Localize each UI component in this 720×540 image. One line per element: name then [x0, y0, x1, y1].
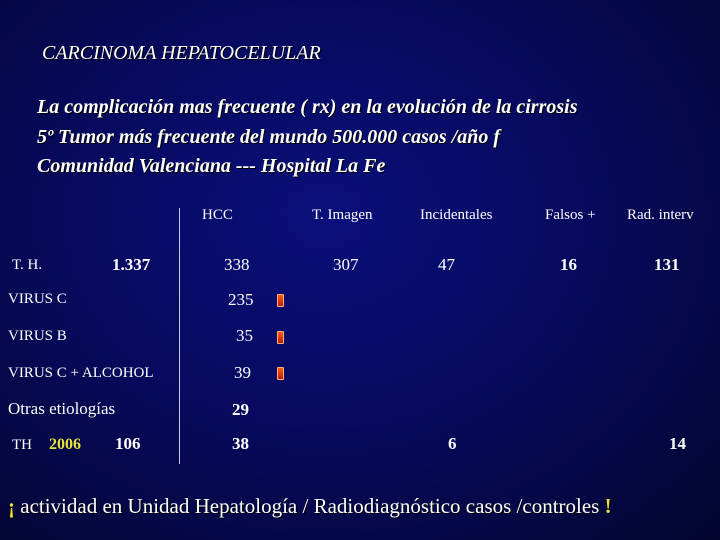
th-2006-hcc: 38	[232, 434, 249, 453]
slide-title: CARCINOMA HEPATOCELULAR	[42, 42, 321, 64]
th-incidentales: 47	[438, 255, 455, 274]
close-exclamation: !	[604, 494, 612, 518]
footer-text: actividad en Unidad Hepatología / Radiodiagnóstico casos /controles	[15, 494, 605, 518]
row-label-th: T. H.	[12, 257, 43, 273]
th-imagen: 307	[333, 255, 359, 274]
virus-b-hcc: 35	[236, 326, 253, 345]
th-falsos: 16	[560, 255, 577, 274]
virus-c-alcohol-hcc: 39	[234, 363, 251, 382]
th-rad: 131	[654, 255, 680, 274]
th-2006-year: 2006	[49, 436, 81, 453]
row-label-virus-b: VIRUS B	[8, 328, 67, 344]
open-exclamation: ¡	[8, 494, 15, 518]
orange-marker	[277, 331, 284, 344]
th-2006-incidentales: 6	[448, 434, 457, 453]
footer-note	[8, 494, 612, 519]
header-rad-interv: Rad. interv	[627, 207, 694, 223]
virus-c-hcc: 235	[228, 290, 254, 309]
header-hcc: HCC	[202, 207, 233, 223]
table-divider	[179, 208, 180, 464]
subtitle-line-2: 5º Tumor más frecuente del mundo 500.000 casos /año f	[37, 126, 501, 148]
header-falsos-positivos: Falsos +	[545, 207, 596, 223]
row-label-th-2006: TH	[12, 437, 32, 453]
header-incidentales: Incidentales	[420, 207, 493, 223]
subtitle-line-3: Comunidad Valenciana --- Hospital La Fe	[37, 155, 386, 177]
header-t-imagen: T. Imagen	[312, 207, 373, 223]
row-label-virus-c: VIRUS C	[8, 291, 67, 307]
th-2006-rad: 14	[669, 434, 686, 453]
th-total: 1.337	[112, 255, 151, 274]
row-label-otras: Otras etiologías	[8, 399, 116, 418]
orange-marker	[277, 367, 284, 380]
row-label-virus-c-alcohol: VIRUS C + ALCOHOL	[8, 365, 154, 381]
th-2006-total: 106	[115, 434, 141, 453]
orange-marker	[277, 294, 284, 307]
th-hcc: 338	[224, 255, 250, 274]
otras-hcc: 29	[232, 400, 249, 419]
subtitle-line-1: La complicación mas frecuente ( rx) en la evolución de la cirrosis	[37, 96, 578, 118]
